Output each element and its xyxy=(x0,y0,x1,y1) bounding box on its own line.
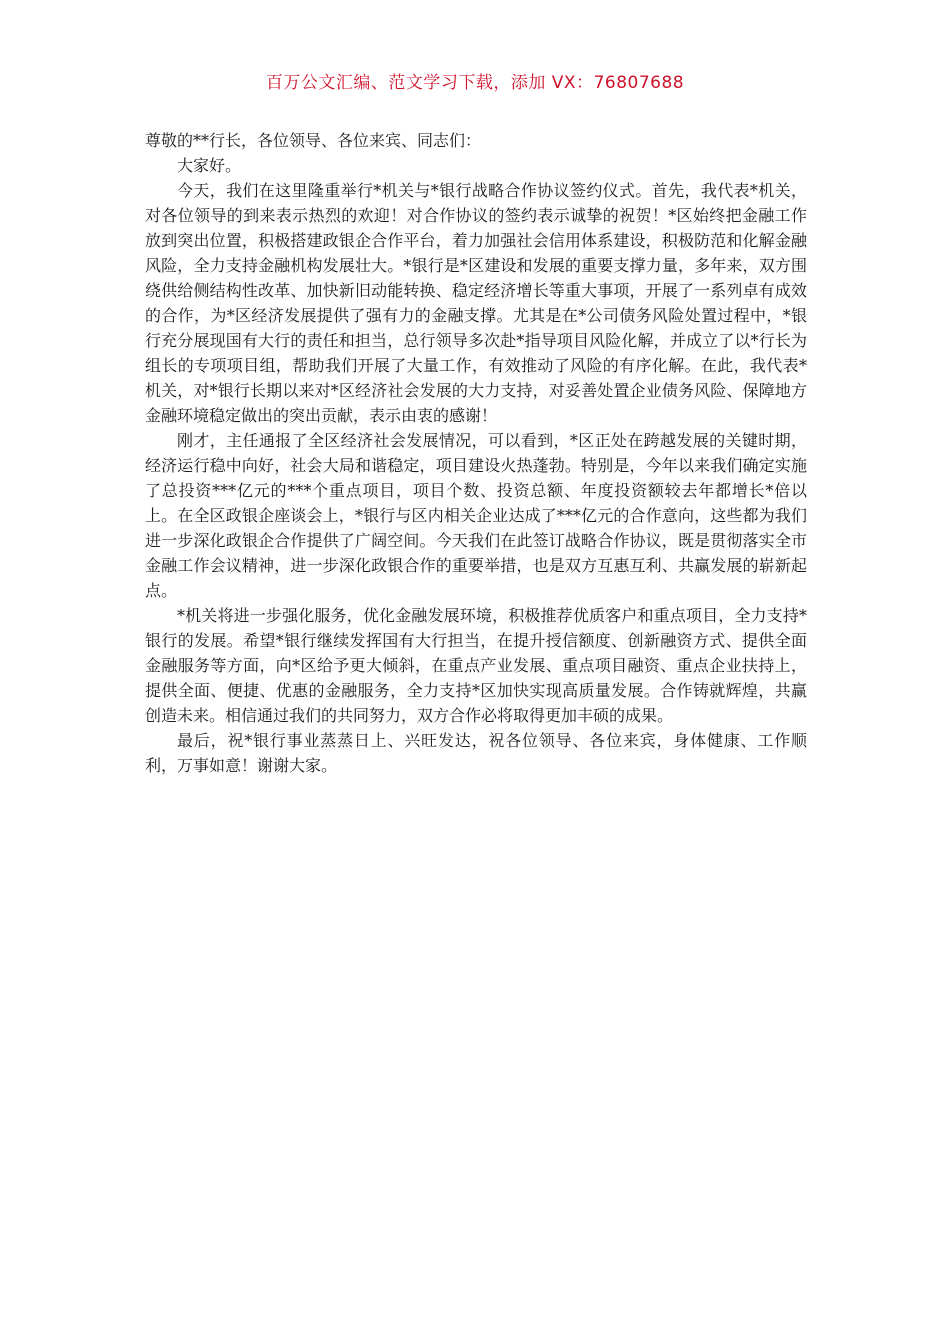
header-banner: 百万公文汇编、范文学习下载，添加 VX：76807688 xyxy=(265,73,685,93)
paragraph-development: 刚才，主任通报了全区经济社会发展情况，可以看到，*区正处在跨越发展的关键时期，经济运行稳中向好，社会大局和谐稳定，项目建设火热蓬勃。特别是，今年以来我们确定实施了总投资***亿元的***个重点项目，项目个数、投资总额、年度投资额较去年都增长*倍以上。在全区政银企座谈会上，*银行与区内相关企业达成了***亿元的合作意向，这些都为我们进一步深化政银企合作提供了广阔空间。今天我们在此签订战略合作协议，既是贯彻落实全市金融工作会议精神，进一步深化政银合作的重要举措，也是双方互惠互利、共赢发展的崭新起点。 xyxy=(145,431,807,600)
document-body xyxy=(145,128,807,778)
salutation: 尊敬的**行长，各位领导、各位来宾、同志们： xyxy=(145,131,482,150)
paragraph-cooperation: *机关将进一步强化服务，优化金融发展环境，积极推荐优质客户和重点项目，全力支持*银行的发展。希望*银行继续发挥国有大行担当，在提升授信额度、创新融资方式、提供全面金融服务等方面，向*区给予更大倾斜，在重点产业发展、重点项目融资、重点企业扶持上，提供全面、便捷、优惠的金融服务，全力支持*区加快实现高质量发展。合作铸就辉煌，共赢创造未来。相信通过我们的共同努力，双方合作必将取得更加丰硕的成果。 xyxy=(145,606,807,725)
paragraph-opening: 今天，我们在这里隆重举行*机关与*银行战略合作协议签约仪式。首先，我代表*机关，对各位领导的到来表示热烈的欢迎！对合作协议的签约表示诚挚的祝贺！*区始终把金融工作放到突出位置，积极搭建政银企合作平台，着力加强社会信用体系建设，积极防范和化解金融风险，全力支持金融机构发展壮大。*银行是*区建设和发展的重要支撑力量，多年来，双方围绕供给侧结构性改革、加快新旧动能转换、稳定经济增长等重大事项，开展了一系列卓有成效的合作，为*区经济发展提供了强有力的金融支撑。尤其是在*公司债务风险处置过程中，*银行充分展现国有大行的责任和担当，总行领导多次赴*指导项目风险化解，并成立了以*行长为组长的专项项目组，帮助我们开展了大量工作，有效推动了风险的有序化解。在此，我代表*机关，对*银行长期以来对*区经济社会发展的大力支持，对妥善处置企业债务风险、保障地方金融环境稳定做出的突出贡献，表示由衷的感谢！ xyxy=(145,181,807,425)
paragraph-closing: 最后，祝*银行事业蒸蒸日上、兴旺发达，祝各位领导、各位来宾，身体健康、工作顺利，万事如意！谢谢大家。 xyxy=(145,731,807,775)
paragraph-greeting: 大家好。 xyxy=(177,156,242,175)
